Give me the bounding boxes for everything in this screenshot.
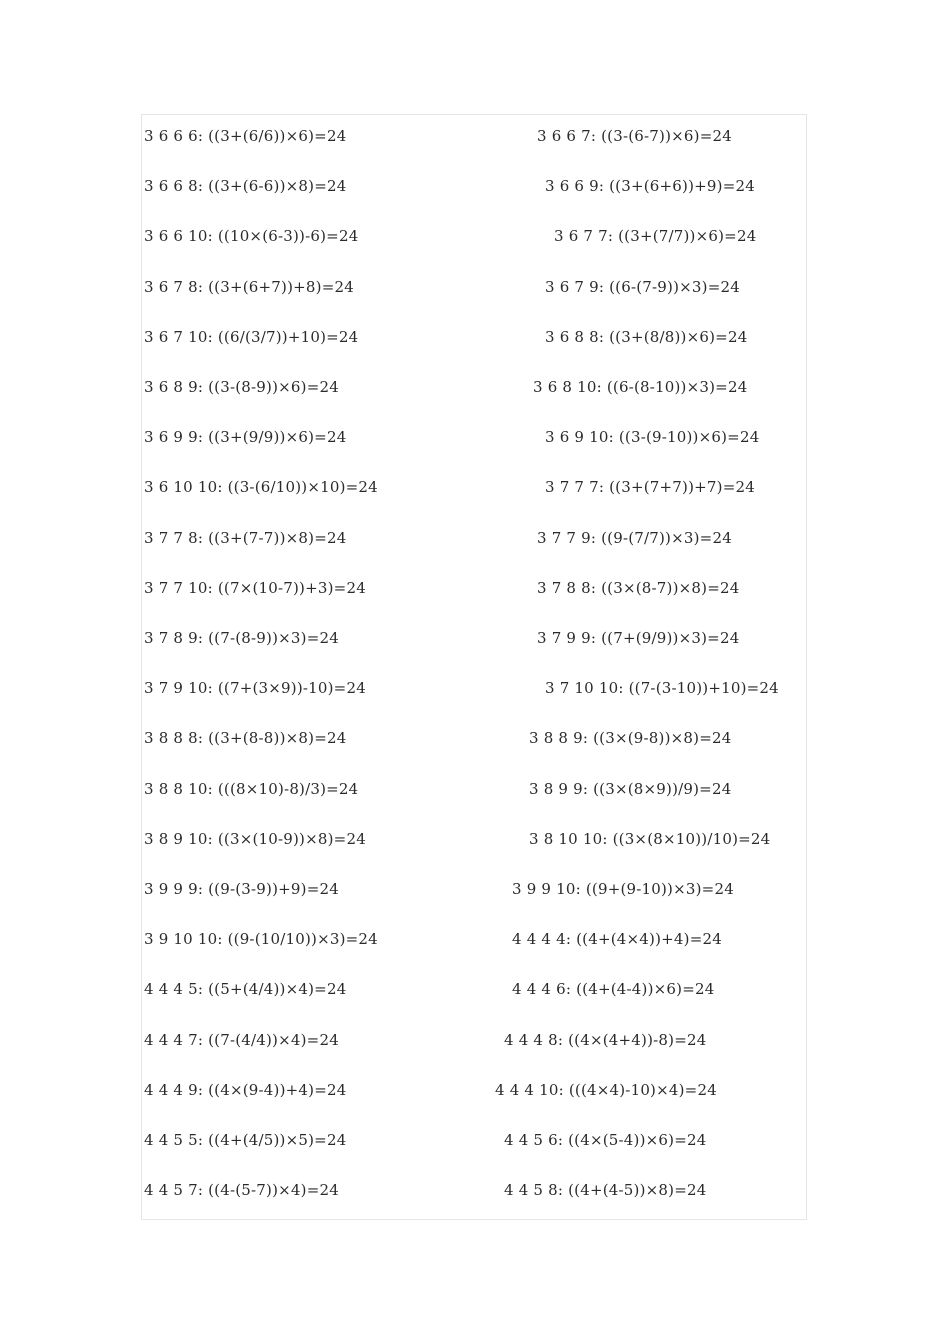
solution-left: 3 8 9 10: ((3×(10-9))×8)=24 — [144, 830, 366, 848]
solution-row — [0, 275, 950, 299]
solution-right: 3 6 6 7: ((3-(6-7))×6)=24 — [537, 127, 732, 145]
solution-left: 3 6 10 10: ((3-(6/10))×10)=24 — [144, 478, 378, 496]
solution-right: 3 7 8 8: ((3×(8-7))×8)=24 — [537, 579, 740, 597]
solution-row — [0, 174, 950, 198]
solution-right: 3 7 7 9: ((9-(7/7))×3)=24 — [537, 529, 732, 547]
solution-left: 3 9 10 10: ((9-(10/10))×3)=24 — [144, 930, 378, 948]
solution-right: 3 7 9 9: ((7+(9/9))×3)=24 — [537, 629, 740, 647]
solution-left: 3 6 6 10: ((10×(6-3))-6)=24 — [144, 227, 359, 245]
solution-left: 3 6 6 6: ((3+(6/6))×6)=24 — [144, 127, 347, 145]
solution-right: 3 8 9 9: ((3×(8×9))/9)=24 — [529, 780, 732, 798]
solution-row — [0, 676, 950, 700]
solution-row — [0, 726, 950, 750]
solution-right: 4 4 4 10: (((4×4)-10)×4)=24 — [495, 1081, 717, 1099]
solution-right: 4 4 4 6: ((4+(4-4))×6)=24 — [512, 980, 715, 998]
solution-left: 3 6 9 9: ((3+(9/9))×6)=24 — [144, 428, 347, 446]
solution-row — [0, 1128, 950, 1152]
solution-right: 4 4 5 6: ((4×(5-4))×6)=24 — [504, 1131, 707, 1149]
solution-right: 3 8 10 10: ((3×(8×10))/10)=24 — [529, 830, 771, 848]
solution-row — [0, 1028, 950, 1052]
solution-row — [0, 877, 950, 901]
solution-row — [0, 777, 950, 801]
solution-row — [0, 526, 950, 550]
solution-row — [0, 325, 950, 349]
solution-left: 4 4 5 7: ((4-(5-7))×4)=24 — [144, 1181, 339, 1199]
solution-right: 4 4 4 8: ((4×(4+4))-8)=24 — [504, 1031, 707, 1049]
solution-row — [0, 827, 950, 851]
solution-row — [0, 576, 950, 600]
solution-right: 3 6 7 9: ((6-(7-9))×3)=24 — [545, 278, 740, 296]
solution-right: 3 6 8 8: ((3+(8/8))×6)=24 — [545, 328, 748, 346]
solution-left: 4 4 4 9: ((4×(9-4))+4)=24 — [144, 1081, 347, 1099]
solution-left: 4 4 5 5: ((4+(4/5))×5)=24 — [144, 1131, 347, 1149]
solution-row — [0, 977, 950, 1001]
solution-left: 4 4 4 7: ((7-(4/4))×4)=24 — [144, 1031, 339, 1049]
solution-row — [0, 927, 950, 951]
solution-row — [0, 1178, 950, 1202]
solution-right: 4 4 5 8: ((4+(4-5))×8)=24 — [504, 1181, 707, 1199]
solution-left: 3 8 8 10: (((8×10)-8)/3)=24 — [144, 780, 359, 798]
solution-right: 3 7 7 7: ((3+(7+7))+7)=24 — [545, 478, 755, 496]
solution-row — [0, 626, 950, 650]
solution-row — [0, 1078, 950, 1102]
solution-row — [0, 475, 950, 499]
solution-right: 3 6 8 10: ((6-(8-10))×3)=24 — [533, 378, 748, 396]
solution-left: 3 6 7 10: ((6/(3/7))+10)=24 — [144, 328, 359, 346]
solution-left: 3 9 9 9: ((9-(3-9))+9)=24 — [144, 880, 339, 898]
solution-row — [0, 375, 950, 399]
solution-right: 3 9 9 10: ((9+(9-10))×3)=24 — [512, 880, 734, 898]
solution-right: 3 7 10 10: ((7-(3-10))+10)=24 — [545, 679, 779, 697]
solution-left: 3 7 7 10: ((7×(10-7))+3)=24 — [144, 579, 366, 597]
solution-left: 4 4 4 5: ((5+(4/4))×4)=24 — [144, 980, 347, 998]
solution-row — [0, 124, 950, 148]
solution-row — [0, 224, 950, 248]
solution-left: 3 6 7 8: ((3+(6+7))+8)=24 — [144, 278, 354, 296]
solution-left: 3 6 6 8: ((3+(6-6))×8)=24 — [144, 177, 347, 195]
solution-row — [0, 425, 950, 449]
solution-left: 3 6 8 9: ((3-(8-9))×6)=24 — [144, 378, 339, 396]
solution-right: 3 6 7 7: ((3+(7/7))×6)=24 — [554, 227, 757, 245]
solution-right: 4 4 4 4: ((4+(4×4))+4)=24 — [512, 930, 722, 948]
solution-right: 3 8 8 9: ((3×(9-8))×8)=24 — [529, 729, 732, 747]
solution-left: 3 7 7 8: ((3+(7-7))×8)=24 — [144, 529, 347, 547]
solution-left: 3 7 8 9: ((7-(8-9))×3)=24 — [144, 629, 339, 647]
solution-right: 3 6 9 10: ((3-(9-10))×6)=24 — [545, 428, 760, 446]
solution-left: 3 7 9 10: ((7+(3×9))-10)=24 — [144, 679, 366, 697]
solution-right: 3 6 6 9: ((3+(6+6))+9)=24 — [545, 177, 755, 195]
solution-left: 3 8 8 8: ((3+(8-8))×8)=24 — [144, 729, 347, 747]
